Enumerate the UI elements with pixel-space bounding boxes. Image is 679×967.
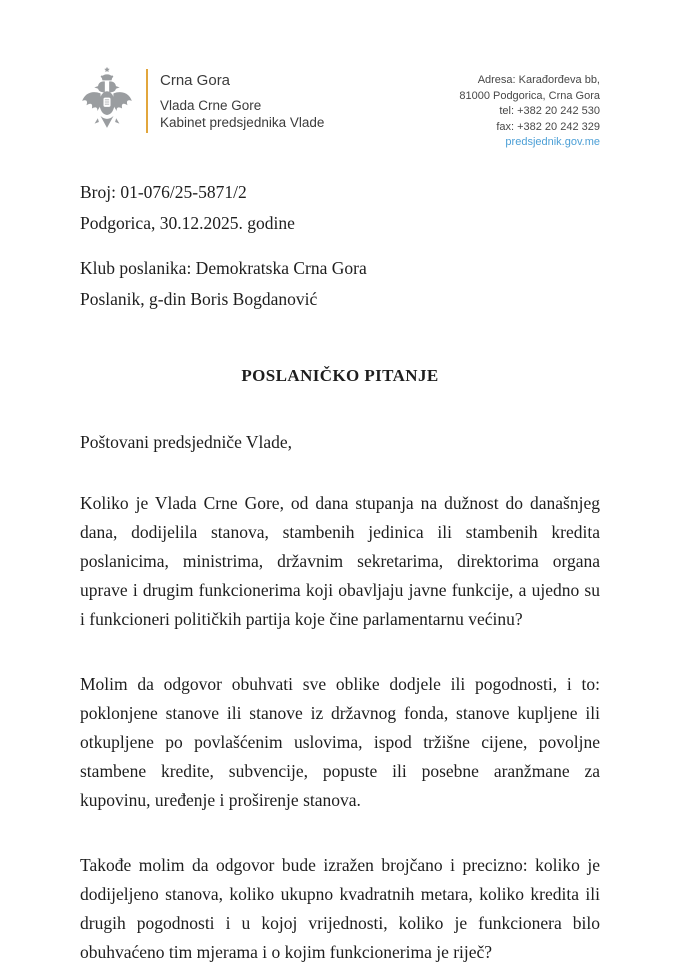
org-cabinet: Kabinet predsjednika Vlade bbox=[160, 115, 325, 130]
salutation: Poštovani predsjedniče Vlade, bbox=[80, 431, 293, 452]
parliamentary-club: Klub poslanika: Demokratska Crna Gora bbox=[80, 257, 367, 278]
address-tel: tel: +382 20 242 530 bbox=[499, 105, 600, 117]
sender-block bbox=[80, 253, 600, 315]
place-and-date: Podgorica, 30.12.2025. godine bbox=[80, 212, 295, 233]
letterhead bbox=[80, 66, 600, 151]
address-fax: fax: +382 20 242 329 bbox=[496, 120, 600, 133]
address-street: Adresa: Karađorđeva bb, bbox=[477, 74, 600, 86]
org-government: Vlada Crne Gore bbox=[160, 98, 262, 113]
member-of-parliament: Poslanik, g-din Boris Bogdanović bbox=[80, 288, 318, 309]
contact-block bbox=[459, 66, 600, 151]
montenegro-coat-of-arms-icon bbox=[80, 66, 134, 138]
org-name-block bbox=[160, 66, 324, 131]
paragraph-question-2: Molim da odgovor obuhvati sve oblike dodjele ili pogodnosti, i to: poklonjene stanove ili stanove iz državnog fonda, stanove kupljene ili otkupljene po povlašćenim uslovima, ispod tržišne cijene, povoljne stambene kredite, subvencije, popuste ili posebne aranžmane za kupovinu, uređenje i proširenje stanova. bbox=[80, 673, 600, 810]
document-title: POSLANIČKO PITANJE bbox=[241, 365, 439, 385]
reference-number: Broj: 01-076/25-5871/2 bbox=[80, 181, 247, 202]
org-country: Crna Gora bbox=[160, 72, 231, 89]
gold-divider bbox=[146, 69, 148, 133]
website-link[interactable]: predsjednik.gov.me bbox=[505, 136, 600, 148]
address-city: 81000 Podgorica, Crna Gora bbox=[459, 89, 600, 102]
paragraph-question-1: Koliko je Vlada Crne Gore, od dana stupanja na dužnost do današnjeg dana, dodijelila stanova, stambenih jedinica ili stambenih kredita poslanicima, ministrima, državnim sekretarima, direktorima organa uprave i drugim funkcionerima koji obavljaju javne funkcije, a ujedno su i funkcioneri političkih partija koje čine parlamentarnu većinu? bbox=[80, 492, 600, 629]
reference-block bbox=[80, 177, 600, 239]
government-brand bbox=[80, 66, 324, 138]
paragraph-question-3: Takođe molim da odgovor bude izražen brojčano i precizno: koliko je dodijeljeno stanova, koliko ukupno kvadratnih metara, koliko kredita ili drugih pogodnosti i u kojoj vrijednosti, koliko je funkcionera bilo obuhvaćeno tim mjerama i o kojim funkcionerima je riječ? bbox=[80, 854, 600, 962]
